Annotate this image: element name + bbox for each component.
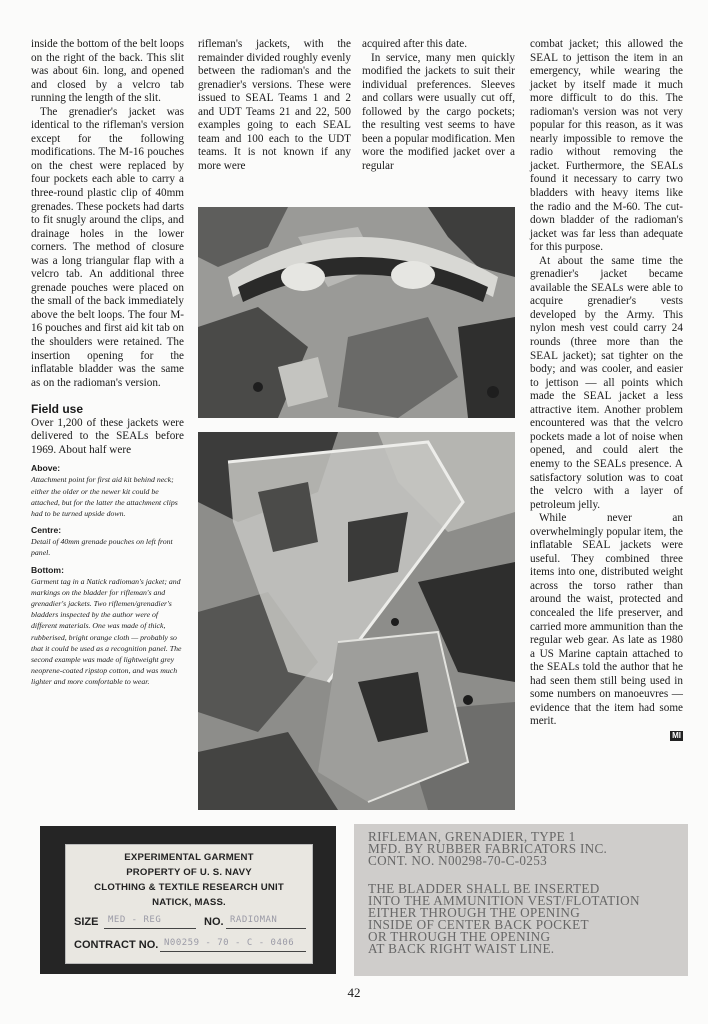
caption-bottom: Garment tag in a Natick radioman's jacket; and markings on the bladder for rifleman's and grenadier's jackets. Two riflemen/grenadier's bladders inspected by the author were of different materials. One was made of thick, rubberised, bright orange cloth — probably so that it could be used as a recognition panel. The second example was made of lightweight grey neoprene-coated ripstop cotton, and was much lighter and more comfortable to wear.	[31, 576, 182, 687]
tag-line-3: CLOTHING & TEXTILE RESEARCH UNIT	[94, 882, 284, 893]
tag-line-4: NATICK, MASS.	[152, 897, 226, 908]
tag-line-2: PROPERTY OF U. S. NAVY	[126, 867, 252, 878]
section-heading: Field use	[31, 402, 84, 417]
tag-line-1: EXPERIMENTAL GARMENT	[124, 852, 254, 863]
tag-no-label: NO.	[204, 916, 224, 928]
paragraph: rifleman's jackets, with the remainder divided roughly evenly between the radioman's and the grenadier's versions. These were issued to SEAL Teams 1 and 2 and UDT Teams 21 and 22, 500 examples going to each SEAL team and 100 each to the UDT teams. It is not known if any more were	[198, 38, 351, 172]
camouflage-photo-mid	[198, 432, 515, 810]
stamp-line: MFD. BY RUBBER FABRICATORS INC.	[368, 841, 608, 856]
paragraph: While never an overwhelmingly popular item, the inflatable SEAL jackets were useful. They combined three items into one, distributed weight across the torso rather than around the waist, protected and concealed the life preserver, and carried more ammunition than the regular web gear. As late as 1980 a US Marine captain attached to the SEALs told the author that he had seen them still being used in some numbers on manoeuvres — evidence that the item had some merit.	[530, 512, 683, 728]
photo-bladder-markings	[354, 824, 688, 976]
text-column-3	[362, 38, 515, 173]
tag-size-value: MED - REG	[108, 915, 162, 925]
caption-label-bottom: Bottom:	[31, 564, 64, 575]
paragraph: The grenadier's jacket was identical to the rifleman's version except for the following modifications. The M-16 pouches on the chest were replaced by four pockets each able to carry a three-round plastic clip of 40mm grenades. These pockets had darts to fit snugly around the clips, and drainage holes in the lower corners. The method of closure was a long triangular flap with a velcro tab. An additional three grenade pouches were placed on the small of the back immediately above the belt loops. The four M-16 pouches and first aid kit tab on the shoulders were retained. The insertion opening for the inflatable bladder was the same as on the radioman's version.	[31, 105, 184, 389]
photo-grenade-pouches	[198, 432, 515, 810]
tag-rule	[160, 951, 306, 952]
tag-rule	[104, 928, 196, 929]
text-column-2	[198, 38, 351, 173]
stamp-line: INTO THE AMMUNITION VEST/FLOTATION	[368, 893, 640, 908]
stamp-line: CONT. NO. N00298-70-C-0253	[368, 853, 547, 868]
paragraph: combat jacket; this allowed the SEAL to jettison the item in an emergency, while wearing the jacket by itself made it much more difficult to do this. The radioman's version was not very popular for this reason, as it was nearly impossible to remove the radio without removing the jacket. Furthermore, the SEALs found it necessary to carry two bladders with heavy items like the radio and the M-60. The cut-down bladder of the radioman's jacket was far less than adequate for this purpose.	[530, 38, 683, 254]
stamp-line: EITHER THROUGH THE OPENING	[368, 905, 581, 920]
text-column-4	[530, 38, 683, 741]
tag-no-value: RADIOMAN	[230, 915, 278, 925]
camouflage-photo-top	[198, 207, 515, 418]
photo-garment-tag	[40, 826, 336, 974]
paragraph: At about the same time the grenadier's jacket became available the SEALs were able to acquire grenadier's vests developed by the Army. This nylon mesh vest could carry 24 rounds (three more than the SEAL jacket); sat tighter on the body; and was cooler, and easier to jettison — all points which made the SEAL jacket a less attractive item. Another problem encountered was that the velcro pockets made a lot of noise when opened, and could alert the enemy to the SEALs presence. A satisfactory solution was to coat the velcro with a layer of petroleum jelly.	[530, 254, 683, 511]
paragraph: acquired after this date.	[362, 38, 467, 50]
garment-tag	[65, 844, 313, 964]
text-column-1	[31, 38, 184, 688]
stamp-line: OR THROUGH THE OPENING	[368, 929, 551, 944]
tag-rule	[226, 928, 306, 929]
stamp-line: RIFLEMAN, GRENADIER, TYPE 1	[368, 829, 576, 844]
paragraph: inside the bottom of the belt loops on the right of the back. This slit was about 6in. long, and opened and closed by a velcro tab running the length of the slit.	[31, 38, 184, 105]
paragraph: In service, many men quickly modified the jackets to suit their individual preferences. Sleeves and collars were usually cut off, followed by the cargo pockets; the resulting vest seems to have been a popular modification. Men wore the modified jacket over a regular	[362, 51, 515, 172]
caption-centre: Detail of 40mm grenade pouches on left front panel.	[31, 537, 173, 558]
caption-label-above: Above:	[31, 463, 61, 474]
photo-attachment-point	[198, 207, 515, 418]
caption-label-centre: Centre:	[31, 525, 62, 536]
publisher-logo: MI	[672, 730, 681, 740]
stamp-line: THE BLADDER SHALL BE INSERTED	[368, 881, 600, 896]
tag-size-label: SIZE	[74, 916, 99, 928]
tag-contract-label: CONTRACT NO.	[74, 939, 159, 951]
paragraph: Over 1,200 of these jackets were delivered to the SEALs before 1969. About half were	[31, 416, 184, 456]
tag-contract-value: N00259 - 70 - C - 0406	[164, 938, 295, 948]
stamp-line: INSIDE OF CENTER BACK POCKET	[368, 917, 589, 932]
page-number: 42	[347, 985, 361, 1000]
caption-above: Attachment point for first aid kit behind neck; either the older or the newer kit could be attached, but for the latter the attachment clips had to be turned upside down.	[31, 475, 178, 519]
stamp-line: AT BACK RIGHT WAIST LINE.	[368, 941, 555, 956]
